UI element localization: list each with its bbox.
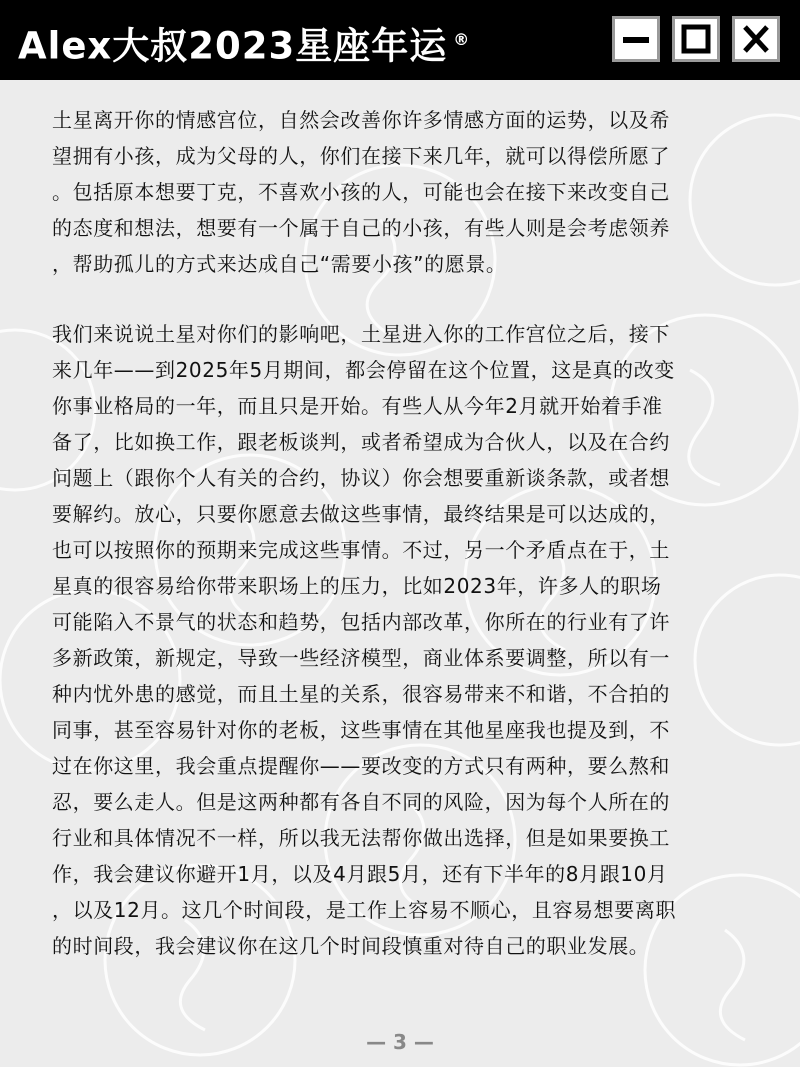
text-line: ，帮助孤儿的方式来达成自己“需要小孩”的愿景。 <box>52 252 507 276</box>
text-line: 星真的很容易给你带来职场上的压力，比如2023年，许多人的职场 <box>52 574 662 598</box>
text-line: 行业和具体情况不一样，所以我无法帮你做出选择，但是如果要换工 <box>52 826 670 850</box>
page-number: — 3 — <box>366 1030 434 1054</box>
text-line: ，以及12月。这几个时间段，是工作上容易不顺心，且容易想要离职 <box>52 898 677 922</box>
text-line: 过在你这里，我会重点提醒你——要改变的方式只有两种，要么熬和 <box>52 754 670 778</box>
text-line: 的时间段，我会建议你在这几个时间段慎重对待自己的职业发展。 <box>52 934 650 958</box>
text-line: 我们来说说土星对你们的影响吧，土星进入你的工作宫位之后，接下 <box>52 322 670 346</box>
close-icon <box>735 19 777 59</box>
text-line: 土星离开你的情感宫位，自然会改善你许多情感方面的运势，以及希 <box>52 108 670 132</box>
text-line: 同事，甚至容易针对你的老板，这些事情在其他星座我也提及到，不 <box>52 718 670 742</box>
minimize-button[interactable] <box>612 16 660 62</box>
text-line: 忍，要么走人。但是这两种都有各自不同的风险，因为每个人所在的 <box>52 790 670 814</box>
maximize-button[interactable] <box>672 16 720 62</box>
text-line: 的态度和想法，想要有一个属于自己的小孩，有些人则是会考虑领养 <box>52 216 670 240</box>
title-bar <box>0 0 800 80</box>
minimize-icon <box>615 19 657 59</box>
registered-mark: ® <box>453 30 471 49</box>
text-line: 你事业格局的一年，而且只是开始。有些人从今年2月就开始着手准 <box>52 394 663 418</box>
article-body <box>52 102 752 964</box>
text-line: 多新政策，新规定，导致一些经济模型，商业体系要调整，所以有一 <box>52 646 670 670</box>
paragraph-2 <box>52 316 752 964</box>
text-line: 要解约。放心，只要你愿意去做这些事情，最终结果是可以达成的， <box>52 502 670 526</box>
title-text: Alex大叔2023星座年运 <box>18 24 448 68</box>
text-line: 。包括原本想要丁克，不喜欢小孩的人，可能也会在接下来改变自己 <box>52 180 670 204</box>
text-line: 问题上（跟你个人有关的合约，协议）你会想要重新谈条款，或者想 <box>52 466 670 490</box>
close-button[interactable] <box>732 16 780 62</box>
text-line: 也可以按照你的预期来完成这些事情。不过，另一个矛盾点在于，土 <box>52 538 670 562</box>
text-line: 可能陷入不景气的状态和趋势，包括内部改革，你所在的行业有了许 <box>52 610 670 634</box>
paragraph-1 <box>52 102 752 282</box>
text-line: 来几年——到2025年5月期间，都会停留在这个位置，这是真的改变 <box>52 358 675 382</box>
text-line: 望拥有小孩，成为父母的人，你们在接下来几年，就可以得偿所愿了 <box>52 144 670 168</box>
text-line: 备了，比如换工作，跟老板谈判，或者希望成为合伙人，以及在合约 <box>52 430 670 454</box>
page-title <box>18 12 470 68</box>
maximize-icon <box>675 19 717 59</box>
text-line: 种内忧外患的感觉，而且土星的关系，很容易带来不和谐，不合拍的 <box>52 682 670 706</box>
text-line: 作，我会建议你避开1月，以及4月跟5月，还有下半年的8月跟10月 <box>52 862 668 886</box>
